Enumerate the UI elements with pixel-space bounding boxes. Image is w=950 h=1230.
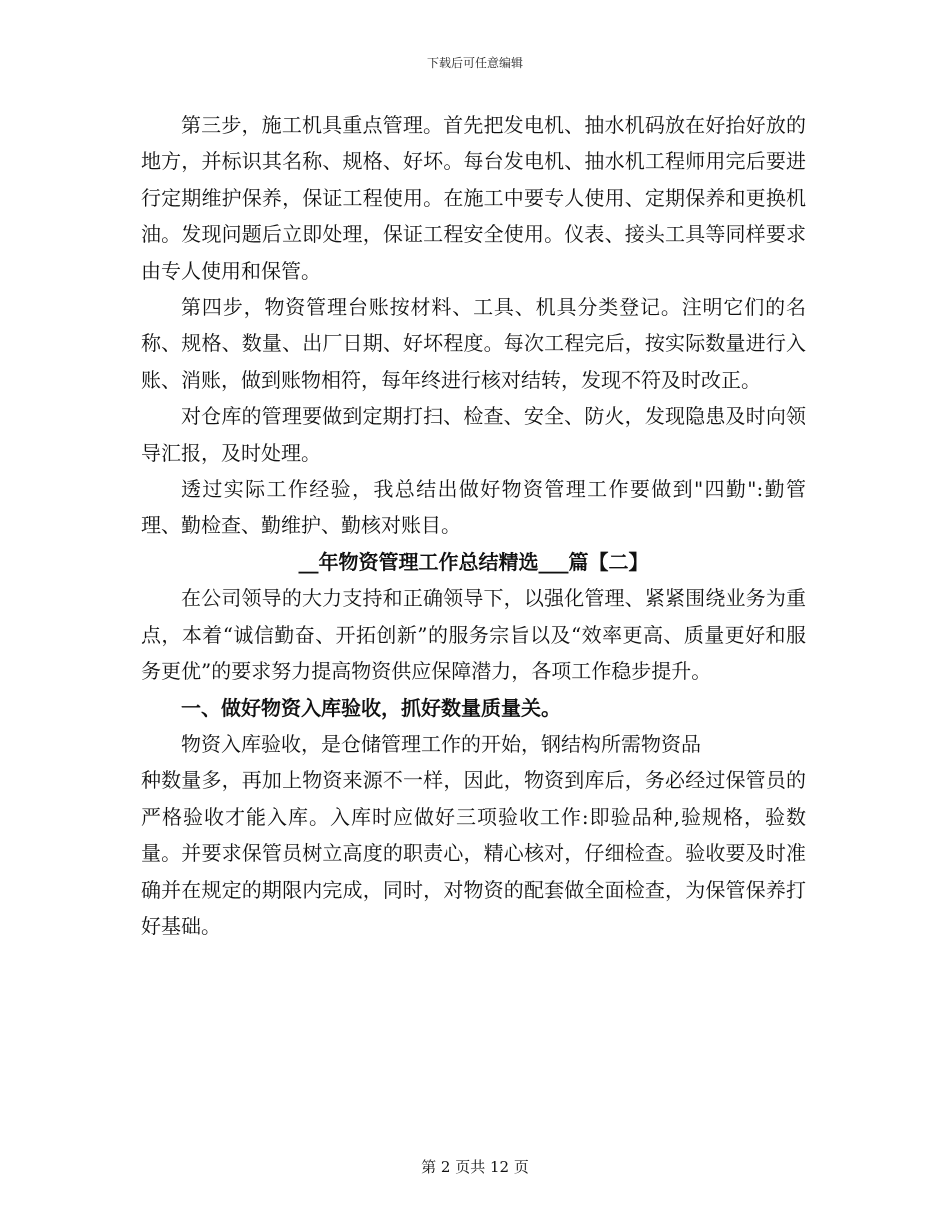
- page-number: 第 2 页共 12 页: [421, 1158, 529, 1176]
- paragraph-step-three: 第三步，施工机具重点管理。首先把发电机、抽水机码放在好抬好放的地方，并标识其名称、规格、好坏。每台发电机、抽水机工程师用完后要进行定期维护保养，保证工程使用。在施工中要专人使用、定期保养和更换机油。发现问题后立即处理，保证工程安全使用。仪表、接头工具等同样要求由专人使用和保管。: [141, 113, 806, 283]
- paragraph-inbound-rest: 种数量多，再加上物资来源不一样，因此，物资到库后，务必经过保管员的严格验收才能入库。入库时应做好三项验收工作:即验品种,验规格，验数量。并要求保管员树立高度的职责心，精心核对，仔细检查。验收要及时准确并在规定的期限内完成，同时，对物资的配套做全面检查，为保管保养打好基础。: [141, 768, 806, 938]
- subheading-inbound-inspection: 一、做好物资入库验收，抓好数量质量关。: [181, 695, 561, 720]
- document-body: [141, 107, 806, 944]
- page-header-note: 下载后可任意编辑: [426, 56, 523, 70]
- section-title: __年物资管理工作总结精选___篇【二】: [298, 549, 649, 574]
- paragraph-warehouse: 对仓库的管理要做到定期打扫、检查、安全、防火，发现隐患及时向领导汇报，及时处理。: [141, 404, 806, 465]
- paragraph-four-diligence: 透过实际工作经验，我总结出做好物资管理工作要做到"四勤":勤管理、勤检查、勤维护、勤核对账目。: [141, 477, 806, 538]
- paragraph-step-four: 第四步，物资管理台账按材料、工具、机具分类登记。注明它们的名称、规格、数量、出厂日期、好坏程度。每次工程完后，按实际数量进行入账、消账，做到账物相符，每年终进行核对结转，发现不符及时改正。: [141, 295, 806, 392]
- paragraph-section-intro: 在公司领导的大力支持和正确领导下，以强化管理、紧紧围绕业务为重点，本着“诚信勤奋、开拓创新”的服务宗旨以及“效率更高、质量更好和服务更优”的要求努力提高物资供应保障潜力，各项工作稳步提升。: [141, 586, 806, 684]
- paragraph-inbound-lead: 物资入库验收，是仓储管理工作的开始，钢结构所需物资品: [181, 731, 701, 756]
